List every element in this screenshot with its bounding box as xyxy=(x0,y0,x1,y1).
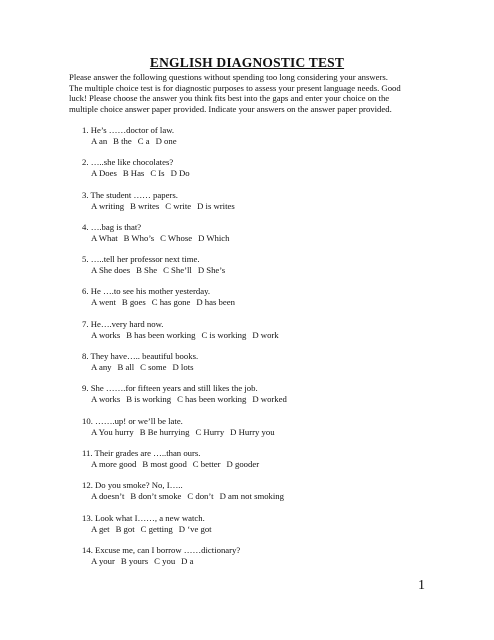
answer-option: B is working xyxy=(126,394,172,405)
answer-options xyxy=(82,556,442,567)
answer-option: C some xyxy=(140,362,167,373)
question-stem: 11. Their grades are …..than ours. xyxy=(82,447,201,458)
answer-options xyxy=(82,362,442,373)
question-item xyxy=(82,513,442,545)
answer-option: C She’ll xyxy=(163,265,192,276)
answer-option: C getting xyxy=(140,523,173,534)
answer-option: B goes xyxy=(121,297,146,308)
question-item xyxy=(82,545,442,577)
page-title: ENGLISH DIAGNOSTIC TEST xyxy=(149,55,345,70)
instructions-line: luck! Please choose the answer you think fits best into the gaps and enter your choice on the xyxy=(69,93,390,104)
answer-option: A get xyxy=(91,523,110,534)
question-stem: 2. …..she like chocolates? xyxy=(82,157,174,168)
answer-option: B Who’s xyxy=(123,232,155,243)
question-item xyxy=(82,190,442,222)
answer-option: D gooder xyxy=(226,458,260,469)
answer-options xyxy=(82,265,442,276)
question-stem: 5. …..tell her professor next time. xyxy=(82,254,200,265)
answer-option: D ‘ve got xyxy=(178,523,212,534)
question-item xyxy=(82,254,442,286)
page-number: 1 xyxy=(418,578,425,593)
answer-option: C Whose xyxy=(160,232,193,243)
answer-option: D am not smoking xyxy=(219,491,284,502)
answer-option: D work xyxy=(252,329,279,340)
question-item xyxy=(82,286,442,318)
answer-option: B has been working xyxy=(126,329,196,340)
answer-options xyxy=(82,201,442,212)
question-stem: 3. The student …… papers. xyxy=(82,189,178,200)
answer-option: C don’t xyxy=(187,491,214,502)
question-item xyxy=(82,125,442,157)
answer-option: D Do xyxy=(170,168,190,179)
answer-options xyxy=(82,330,442,341)
answer-option: A more good xyxy=(91,458,137,469)
answer-option: D one xyxy=(155,136,177,146)
instructions-line: Please answer the following questions without spending too long considering your answers. xyxy=(69,72,388,82)
answer-option: B the xyxy=(113,136,132,146)
answer-option: D has been xyxy=(196,297,235,308)
answer-options xyxy=(82,491,442,502)
question-stem: 6. He ….to see his mother yesterday. xyxy=(82,286,211,297)
question-item xyxy=(82,351,442,383)
answer-option: B writes xyxy=(130,200,160,211)
answer-option: B most good xyxy=(142,458,187,469)
answer-option: C has gone xyxy=(151,297,191,308)
question-stem: 14. Excuse me, can I borrow ……dictionary? xyxy=(82,544,241,555)
question-item xyxy=(82,222,442,254)
answer-option: C Hurry xyxy=(195,426,225,437)
instructions-line: multiple choice answer paper provided. Indicate your answers on the answer paper provided. xyxy=(69,103,392,114)
answer-option: D worked xyxy=(252,394,287,405)
answer-option: C a xyxy=(137,136,150,146)
question-stem: 10. …….up! or we’ll be late. xyxy=(82,415,183,426)
question-stem: 8. They have….. beautiful books. xyxy=(82,351,199,362)
answer-option: C write xyxy=(165,200,192,211)
answer-options xyxy=(82,427,442,438)
question-item xyxy=(82,480,442,512)
question-item xyxy=(82,319,442,351)
answer-options xyxy=(82,524,442,535)
answer-option: B Be hurrying xyxy=(139,426,190,437)
question-list xyxy=(82,125,442,577)
answer-option: B got xyxy=(115,523,135,534)
question-stem: 1. He’s ……doctor of law. xyxy=(82,125,175,135)
answer-option: C better xyxy=(192,458,221,469)
answer-option: A your xyxy=(91,555,115,566)
answer-option: C is working xyxy=(201,329,247,340)
question-stem: 13. Look what I……, a new watch. xyxy=(82,512,205,523)
instructions xyxy=(69,72,431,114)
question-item xyxy=(82,383,442,415)
answer-option: A works xyxy=(91,394,121,405)
answer-option: A any xyxy=(91,362,112,373)
answer-option: A went xyxy=(91,297,116,308)
answer-option: B Has xyxy=(122,168,145,179)
answer-option: A an xyxy=(91,136,108,146)
question-item xyxy=(82,157,442,189)
answer-option: D Which xyxy=(198,232,230,243)
question-item xyxy=(82,448,442,480)
answer-options xyxy=(82,297,442,308)
answer-options xyxy=(82,459,442,470)
answer-options xyxy=(82,233,442,244)
answer-options xyxy=(82,168,442,179)
answer-option: B don’t smoke xyxy=(130,491,182,502)
answer-options xyxy=(82,136,442,147)
answer-options xyxy=(82,394,442,405)
answer-option: D is writes xyxy=(197,200,235,211)
answer-option: A writing xyxy=(91,200,125,211)
answer-option: D She’s xyxy=(197,265,226,276)
answer-option: B yours xyxy=(120,555,149,566)
answer-option: A You hurry xyxy=(91,426,134,437)
answer-option: C Is xyxy=(150,168,165,179)
answer-option: A Does xyxy=(91,168,117,179)
answer-option: A doesn’t xyxy=(91,491,125,502)
question-stem: 7. He….very hard now. xyxy=(82,318,164,329)
answer-option: A She does xyxy=(91,265,131,276)
question-stem: 4. ….bag is that? xyxy=(82,221,142,232)
instructions-line: The multiple choice test is for diagnostic purposes to assess your present language needs. Good xyxy=(69,82,401,93)
answer-option: D Hurry you xyxy=(230,426,275,437)
answer-option: D a xyxy=(181,555,194,566)
answer-option: C you xyxy=(154,555,176,566)
question-stem: 9. She …….for fifteen years and still likes the job. xyxy=(82,383,258,394)
answer-option: B all xyxy=(117,362,135,373)
answer-option: A works xyxy=(91,329,121,340)
answer-option: D lots xyxy=(172,362,194,373)
answer-option: B She xyxy=(136,265,158,276)
question-stem: 12. Do you smoke? No, I….. xyxy=(82,480,183,491)
question-item xyxy=(82,416,442,448)
answer-option: A What xyxy=(91,232,118,243)
answer-option: C has been working xyxy=(177,394,247,405)
